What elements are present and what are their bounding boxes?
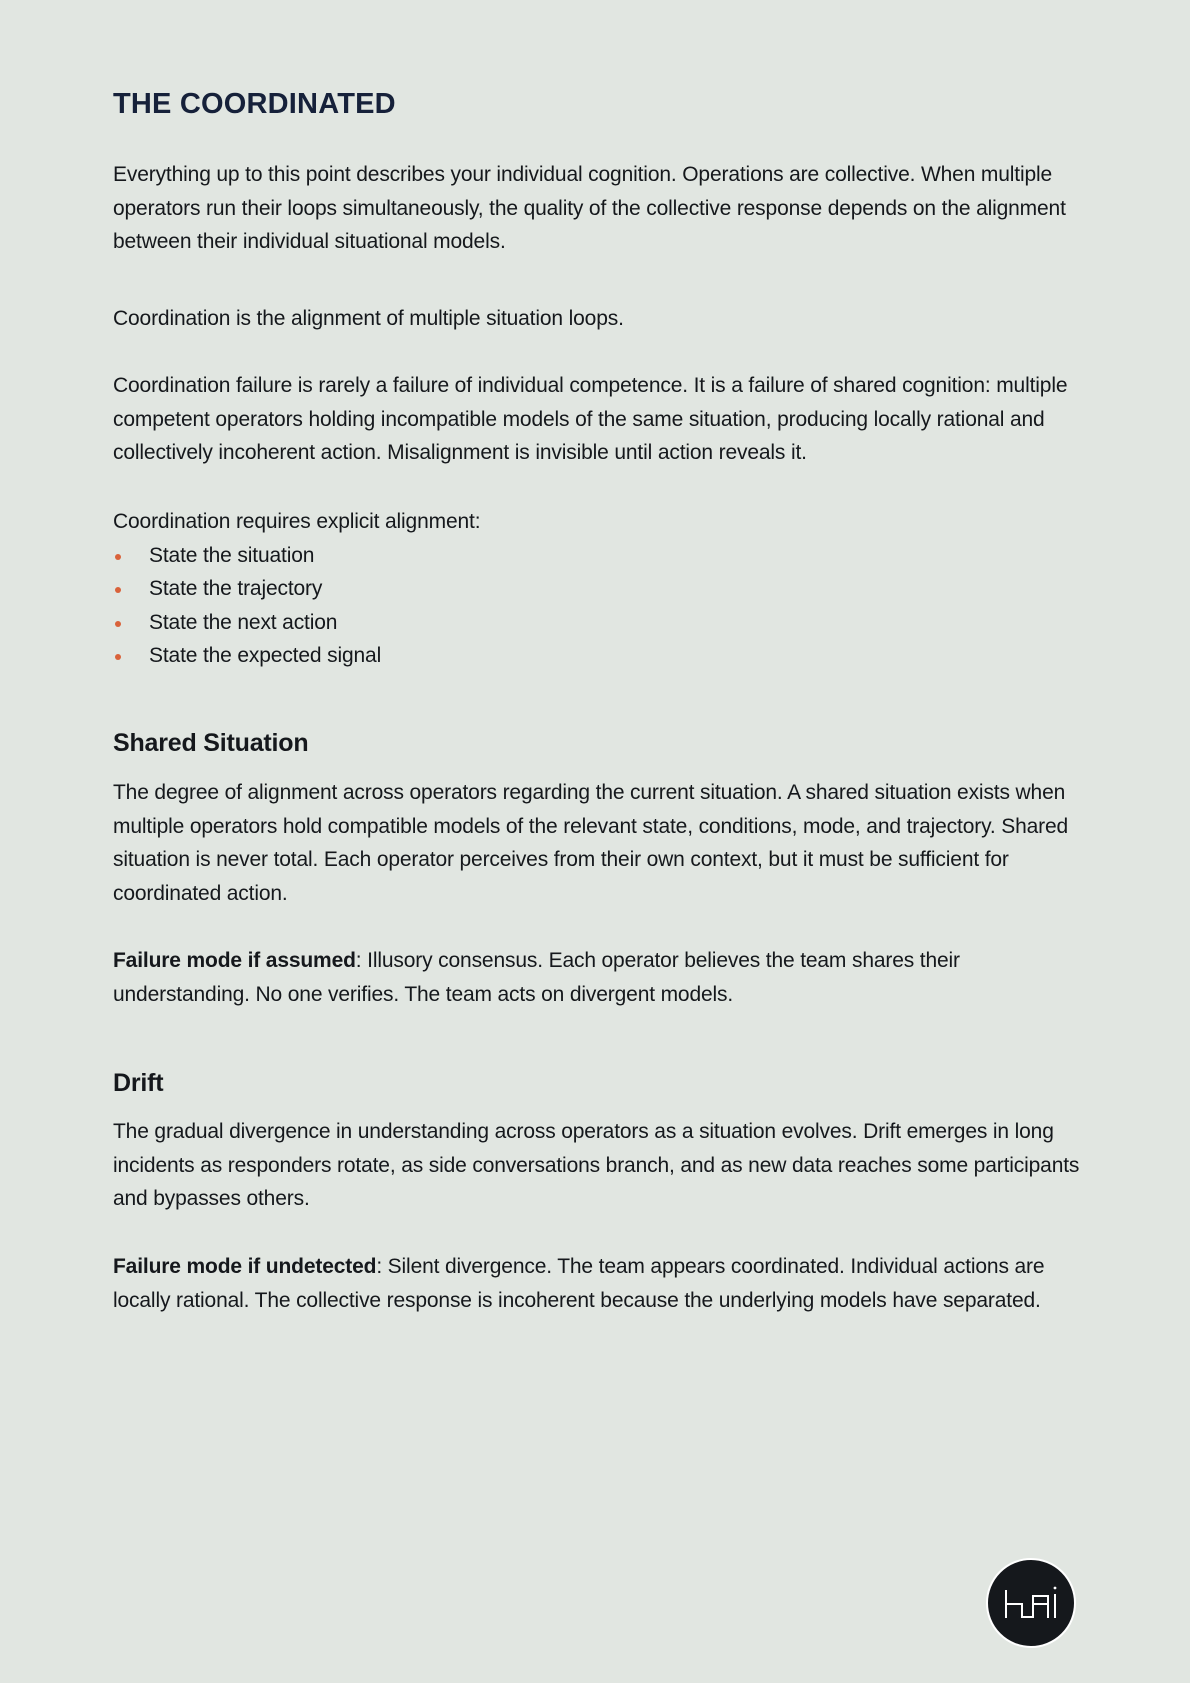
bullet-icon bbox=[115, 654, 121, 660]
failure-mode-label: Failure mode if assumed bbox=[113, 949, 356, 972]
list-item bbox=[113, 539, 1093, 573]
section-drift-failure bbox=[113, 1250, 1093, 1317]
monogram-icon bbox=[1003, 1583, 1059, 1623]
requirements-lead: Coordination requires explicit alignment: bbox=[113, 510, 481, 533]
section-heading: Drift bbox=[113, 1069, 164, 1097]
section-shared-situation-failure bbox=[113, 944, 1093, 1011]
intro-text-2: Coordination is the alignment of multiple situation loops. bbox=[113, 307, 624, 330]
section-shared-situation-body bbox=[113, 776, 1093, 910]
bullet-icon bbox=[115, 621, 121, 627]
page-title: THE COORDINATED bbox=[113, 88, 396, 120]
intro-paragraph-1 bbox=[113, 158, 1093, 259]
failure-mode-paragraph bbox=[113, 944, 1093, 1011]
failure-mode-text: : Illusory consensus. Each operator believes the team shares their understanding. No one verifies. The team acts on divergent models. bbox=[113, 949, 960, 1006]
section-heading: Shared Situation bbox=[113, 729, 309, 757]
intro-text-3: Coordination failure is rarely a failure of individual competence. It is a failure of shared cognition: multiple competent operators holding incompatible models of the same situation, producing locally rational and collectively incoherent action. Misalignment is invisible until action reveals it. bbox=[113, 374, 1068, 464]
section-shared-situation bbox=[113, 729, 1093, 758]
section-drift-body bbox=[113, 1115, 1093, 1216]
list-item-text: State the expected signal bbox=[149, 644, 382, 667]
failure-mode-paragraph bbox=[113, 1250, 1093, 1317]
section-body: The degree of alignment across operators regarding the current situation. A shared situation exists when multiple operators hold compatible models of the relevant state, conditions, mode, and trajectory. Shared situation is never total. Each operator perceives from their own context, but it must be sufficient for coordinated action. bbox=[113, 781, 1069, 905]
bullet-icon bbox=[115, 587, 121, 593]
section-drift bbox=[113, 1069, 1093, 1098]
requirements-block bbox=[113, 505, 1093, 673]
intro-paragraph-2 bbox=[113, 302, 1093, 336]
intro-text-1: Everything up to this point describes your individual cognition. Operations are collective. When multiple operators run their loops simultaneously, the quality of the collective response depends on the alignment between their individual situational models. bbox=[113, 163, 1066, 253]
requirements-list bbox=[113, 539, 1093, 673]
list-item-text: State the situation bbox=[149, 543, 315, 567]
list-item-text: State the trajectory bbox=[149, 577, 323, 600]
list-item-text: State the next action bbox=[149, 610, 338, 634]
hua-logo-icon bbox=[986, 1558, 1076, 1648]
bullet-icon bbox=[115, 554, 121, 560]
failure-mode-label: Failure mode if undetected bbox=[113, 1255, 377, 1278]
intro-paragraph-3 bbox=[113, 369, 1093, 470]
list-item bbox=[113, 572, 1093, 606]
list-item bbox=[113, 639, 1093, 673]
section-body: The gradual divergence in understanding across operators as a situation evolves. Drift emerges in long incidents as responders rotate, as side conversations branch, and as new data reaches some participants and bypasses others. bbox=[113, 1120, 1080, 1210]
failure-mode-text: : Silent divergence. The team appears coordinated. Individual actions are locally rational. The collective response is incoherent because the underlying models have separated. bbox=[113, 1255, 1045, 1312]
list-item bbox=[113, 606, 1093, 640]
